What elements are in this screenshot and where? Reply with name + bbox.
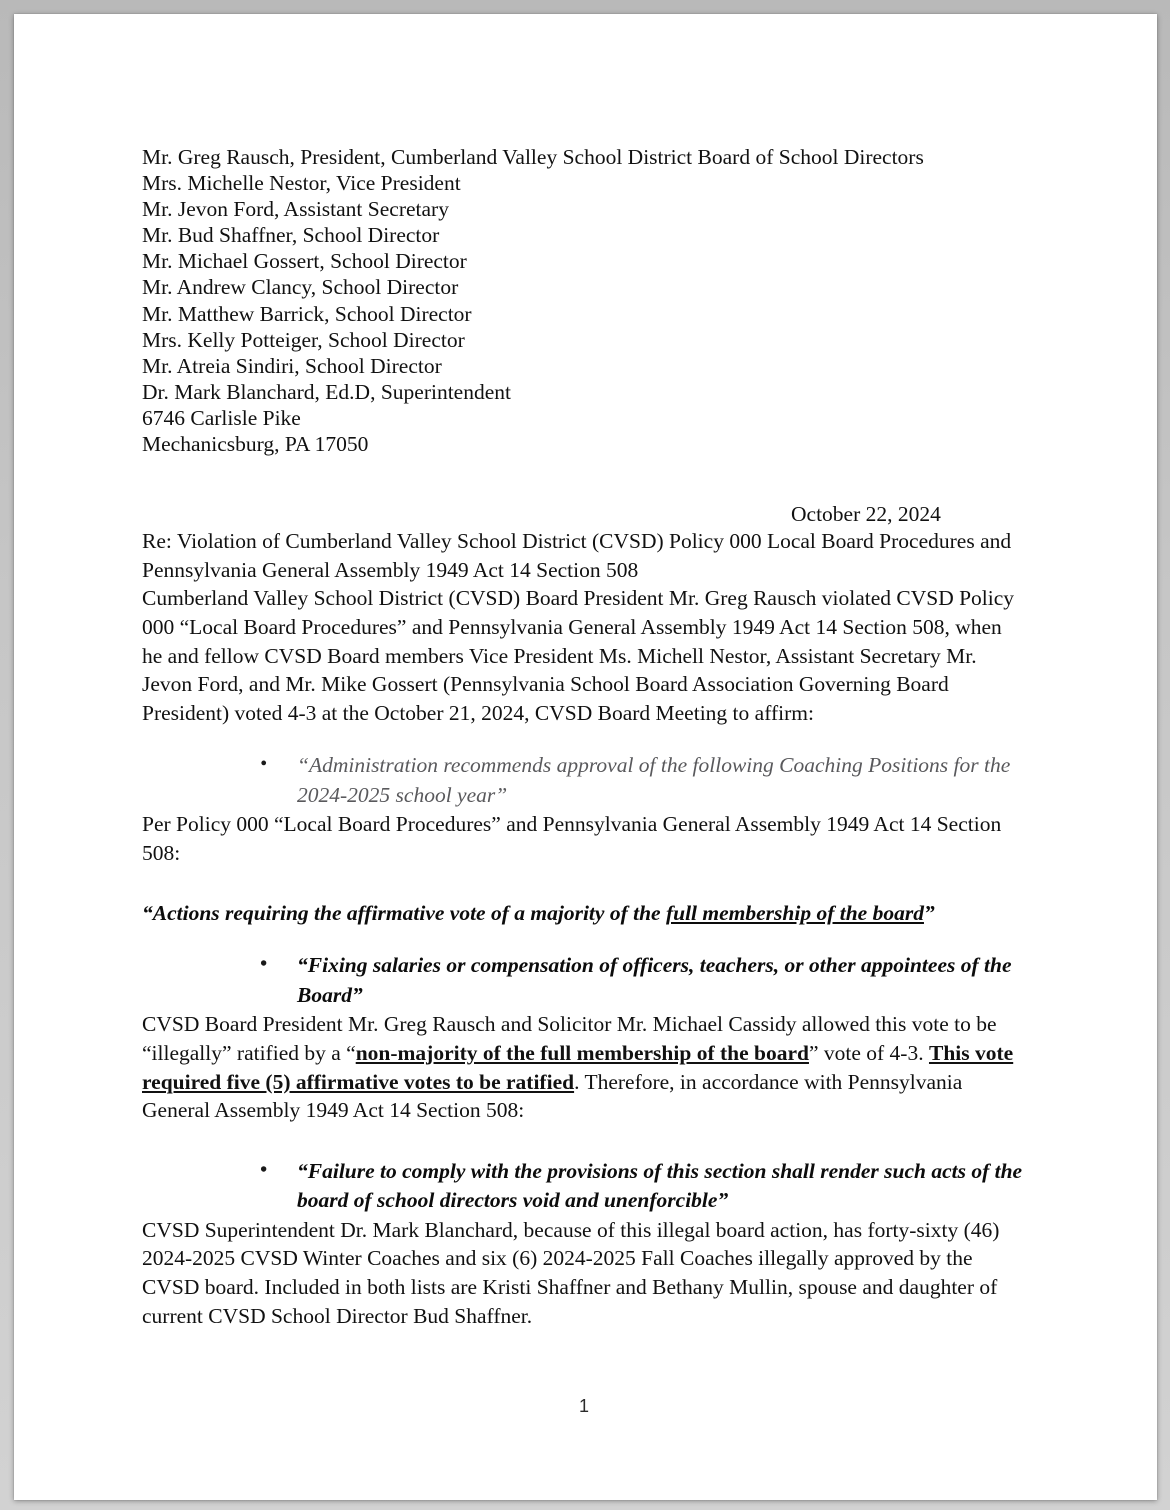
- paragraph-3-part-1: CVSD Board President Mr. Greg Rausch and Solicitor Mr. Michael Cassidy allowed this vote to be “illegally” ratified by a “: [142, 1012, 997, 1066]
- paragraph-1: Cumberland Valley School District (CVSD) Board President Mr. Greg Rausch violated CVSD Policy 000 “Local Board Procedures” and Pennsylvania General Assembly 1949 Act 14 Section 508, when he and fellow CVSD Board members Vice President Ms. Michell Nestor, Assistant Secretary Mr. Jevon Ford, and Mr. Mike Gossert (Pennsylvania School Board Association Governing Board President) voted 4-3 at the October 21, 2024, CVSD Board Meeting to affirm:: [142, 586, 1015, 725]
- paragraph-3: [142, 1010, 1026, 1124]
- paragraph-2: Per Policy 000 “Local Board Procedures” and Pennsylvania General Assembly 1949 Act 14 Section 508:: [142, 812, 1002, 865]
- recipient-line: Mr. Matthew Barrick, School Director: [142, 301, 472, 326]
- recipient-line: Mr. Bud Shaffner, School Director: [142, 223, 440, 248]
- statute-heading-suffix: ”: [923, 901, 935, 926]
- quote-list-3: [142, 1157, 1026, 1216]
- recipient-line: Mr. Jevon Ford, Assistant Secretary: [142, 197, 449, 222]
- recipient-line: Mr. Michael Gossert, School Director: [142, 249, 467, 274]
- letter-date: October 22, 2024: [791, 502, 941, 527]
- document-content: [142, 144, 1026, 1416]
- recipient-city-state-zip: Mechanicsburg, PA 17050: [142, 432, 369, 457]
- recipient-street: 6746 Carlisle Pike: [142, 405, 301, 430]
- page-number: 1: [578, 1396, 589, 1416]
- statute-heading-quote: [142, 899, 1026, 927]
- statute-heading-underlined: full membership of the board: [665, 901, 924, 926]
- paragraph-3-part-2: ” vote of 4-3.: [808, 1041, 929, 1066]
- recipient-line: Mr. Greg Rausch, President, Cumberland Valley School District Board of School Directors: [142, 145, 924, 169]
- statute-heading-prefix: “Actions requiring the affirmative vote of a majority of the: [142, 901, 666, 926]
- paragraph-3-part-3: . Therefore, in accordance with Pennsylvania General Assembly 1949 Act 14 Section 508:: [142, 1069, 963, 1123]
- recipient-line: Mrs. Michelle Nestor, Vice President: [142, 171, 461, 196]
- recipient-line: Mr. Atreia Sindiri, School Director: [142, 353, 442, 378]
- quote-list-1: [142, 751, 1026, 810]
- paragraph-3-emphasis-1: non-majority of the full membership of the board: [355, 1041, 809, 1066]
- list-item: • “Failure to comply with the provisions of this section shall render such acts of the board of school directors void and unenforcible”: [142, 1157, 1026, 1216]
- recipient-line: Mrs. Kelly Potteiger, School Director: [142, 327, 465, 352]
- recipient-address-block: [142, 144, 1026, 457]
- list-item: • “Administration recommends approval of the following Coaching Positions for the 2024-2025 school year”: [142, 751, 1026, 810]
- recipient-line: Dr. Mark Blanchard, Ed.D, Superintendent: [142, 379, 511, 404]
- list-item: • “Fixing salaries or compensation of officers, teachers, or other appointees of the Board”: [142, 951, 1026, 1010]
- quote-list-2: [142, 951, 1026, 1010]
- recipient-line: Mr. Andrew Clancy, School Director: [142, 275, 459, 300]
- subject-line: Re: Violation of Cumberland Valley School District (CVSD) Policy 000 Local Board Procedures and Pennsylvania General Assembly 1949 Act 14 Section 508: [142, 529, 1012, 582]
- paragraph-3-emphasis-2: This vote required five (5) affirmative votes to be ratified: [142, 1041, 1014, 1094]
- paragraph-4: CVSD Superintendent Dr. Mark Blanchard, because of this illegal board action, has forty-sixty (46) 2024-2025 CVSD Winter Coaches and six (6) 2024-2025 Fall Coaches illegally approved by the CVSD board. Included in both lists are Kristi Shaffner and Bethany Mullin, spouse and daughter of current CVSD School Director Bud Shaffner.: [142, 1217, 1000, 1328]
- document-page: [14, 14, 1157, 1500]
